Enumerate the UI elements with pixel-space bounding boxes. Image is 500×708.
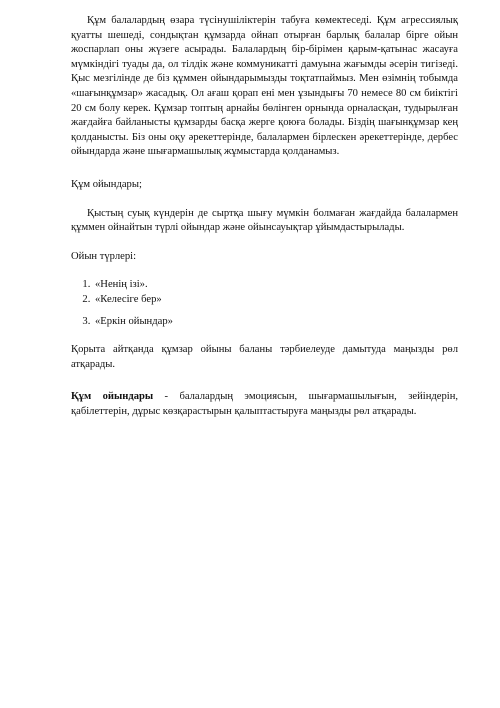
final-bold-lead: Құм ойындары (71, 391, 154, 403)
games-heading: Құм ойындары; (71, 178, 142, 190)
list-item: 2. «Келесіге бер» (93, 293, 458, 308)
final-paragraph (71, 390, 458, 419)
winter-paragraph: Қыстың суық күндерін де сыртқа шығу мүмкін болмаған жағдайда балалармен құммен ойнайтын түрлі ойындар және ойынсауықтар ұйымдастырылады. (71, 207, 458, 234)
conclusion-paragraph: Қорыта айтқанда құмзар ойыны баланы тәрбиелеуде дамытуда маңызды рөл атқарады. (71, 344, 458, 370)
document-page (71, 14, 458, 419)
intro-paragraph: Құм балалардың өзара түсінушіліктерін табуға көмектеседі. Құм агрессиялық қуатты шешеді, сондықтан құмзарда ойнап отырған барлық балалар бірге ойын жоспарлап оны жүзеге асырады. Балалардың бір-бірімен қарым-қатынас жасауға мүмкіндігі туады да, ол тілдік және коммуникатті дамуына жағымды әсерін тигізеді. Қыс мезгілінде де біз құммен ойындарымызды тоқтатпаймыз. Мен өзімнің тобымда «шағынқұмзар» жасадық. Ол ағаш қорап ені мен ұзындығы 70 немесе 80 см биіктігі 20 см болу керек. Құмзар топтың арнайы бөлінген орнында орналасқан, тудырылған жағдайға байланысты құмзарды басқа жерге қоюға болады. Біздің шағынқұмзар кең қолданысты. Біз оны оқу әрекеттерінде, балалармен бірлескен әрекеттерінде, дербес ойындарда және шығармашылық жұмыстарда қолданамыз. (71, 15, 458, 158)
list-item: 1. «Ненің ізі». (93, 278, 458, 293)
types-heading: Ойын түрлері: (71, 250, 137, 262)
final-text: - балалардың эмоциясын, шығармашылығын, зейіндерін, қабілеттерін, дұрыс көзқарастырын қалыптастыруға маңызды рөл атқарады. (71, 391, 459, 417)
list-item: 3. «Еркін ойындар» (93, 315, 458, 330)
game-types-list (71, 278, 458, 329)
